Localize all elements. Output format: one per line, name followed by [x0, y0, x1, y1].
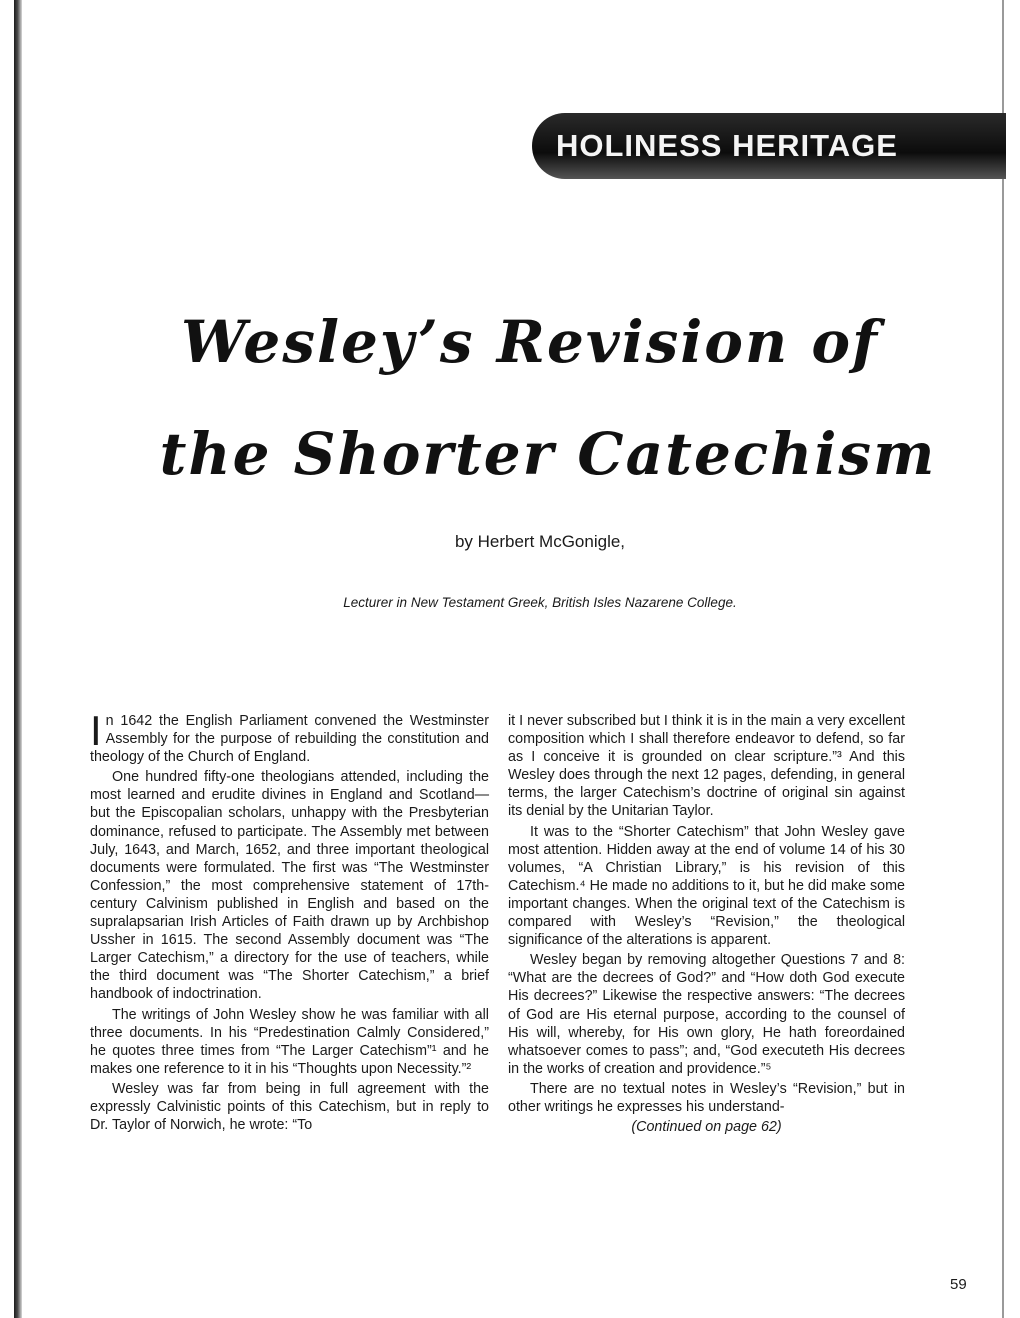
paragraph: It was to the “Shorter Catechism” that John Wesley gave most attention. Hidden away at the end of volume 14 of his 30 volumes, “A Christian Library,” is his revision of this Catechism.⁴ He made no additions to it, but he did make some important changes. When the original text of the Catechism is compared with Wesley’s “Revision,” the theological significance of the alterations is apparent.: [508, 823, 905, 949]
article-column-right: [508, 712, 905, 1138]
continued-note: (Continued on page 62): [631, 1119, 782, 1136]
article-column-left: [90, 707, 489, 1136]
paragraph-text: n 1642 the English Parliament convened the Westminster Assembly for the purpose of rebuilding the constitution and theology of the Church of England.: [90, 713, 489, 766]
paragraph: it I never subscribed but I think it is in the main a very excellent composition which I shall therefore endeavor to defend, so far as I conceive it is grounded on clear scripture.”³ And this Wesley does through the next 12 pages, defending, in general terms, the larger Catechism’s doctrine of original sin against its denial by the Unitarian Taylor.: [508, 713, 905, 820]
paragraph: The writings of John Wesley show he was familiar with all three documents. In his “Predestination Calmly Considered,” he quotes three times from “The Larger Catechism”¹ and he makes one reference to it in his “Thoughts upon Necessity.”²: [90, 1006, 489, 1077]
paragraph: Wesley began by removing altogether Questions 7 and 8: “What are the decrees of God?” and “How doth God execute His decrees?” Likewise the respective answers: “The decrees of God are His eternal purpose, according to the counsel of His will, whereby, for His own glory, He hath foreordained whatsoever comes to pass”; and, “God executeth His decrees in the works of creation and providence.”⁵: [508, 952, 905, 1077]
author-affiliation: Lecturer in New Testament Greek, British Isles Nazarene College.: [343, 595, 737, 610]
page-right-edge: [1002, 0, 1004, 1318]
page-binding-edge: [14, 0, 22, 1318]
drop-cap: I: [90, 707, 102, 754]
banner-label: HOLINESS HERITAGE: [556, 128, 898, 163]
paragraph: There are no textual notes in Wesley’s “Revision,” but in other writings he expresses his understand-: [508, 1080, 905, 1115]
page-number: 59: [950, 1276, 967, 1293]
article-title-line-2: the Shorter Catechism: [159, 420, 937, 488]
article-title-line-1: Wesley’s Revision of: [181, 308, 879, 376]
section-banner: [532, 113, 1006, 179]
paragraph: [90, 707, 489, 766]
paragraph: One hundred fifty-one theologians attended, including the most learned and erudite divines in England and Scotland—but the Episcopalian scholars, unhappy with the Presbyterian dominance, refused to participate. The Assembly met between July, 1643, and March, 1652, and three important theological documents were formulated. The first was “The Westminster Confession,” the most comprehensive statement of 17th-century Calvinism published in English and based on the supralapsarian Irish Articles of Faith drawn up by Archbishop Ussher in 1615. The second Assembly document was “The Larger Catechism,” a directory for the use of teachers, while the third document was “The Shorter Catechism,” a brief handbook of indoctrination.: [90, 769, 489, 1003]
author-byline: by Herbert McGonigle,: [454, 532, 626, 551]
paragraph: Wesley was far from being in full agreement with the expressly Calvinistic points of this Catechism, but in reply to Dr. Taylor of Norwich, he wrote: “To: [90, 1080, 489, 1134]
